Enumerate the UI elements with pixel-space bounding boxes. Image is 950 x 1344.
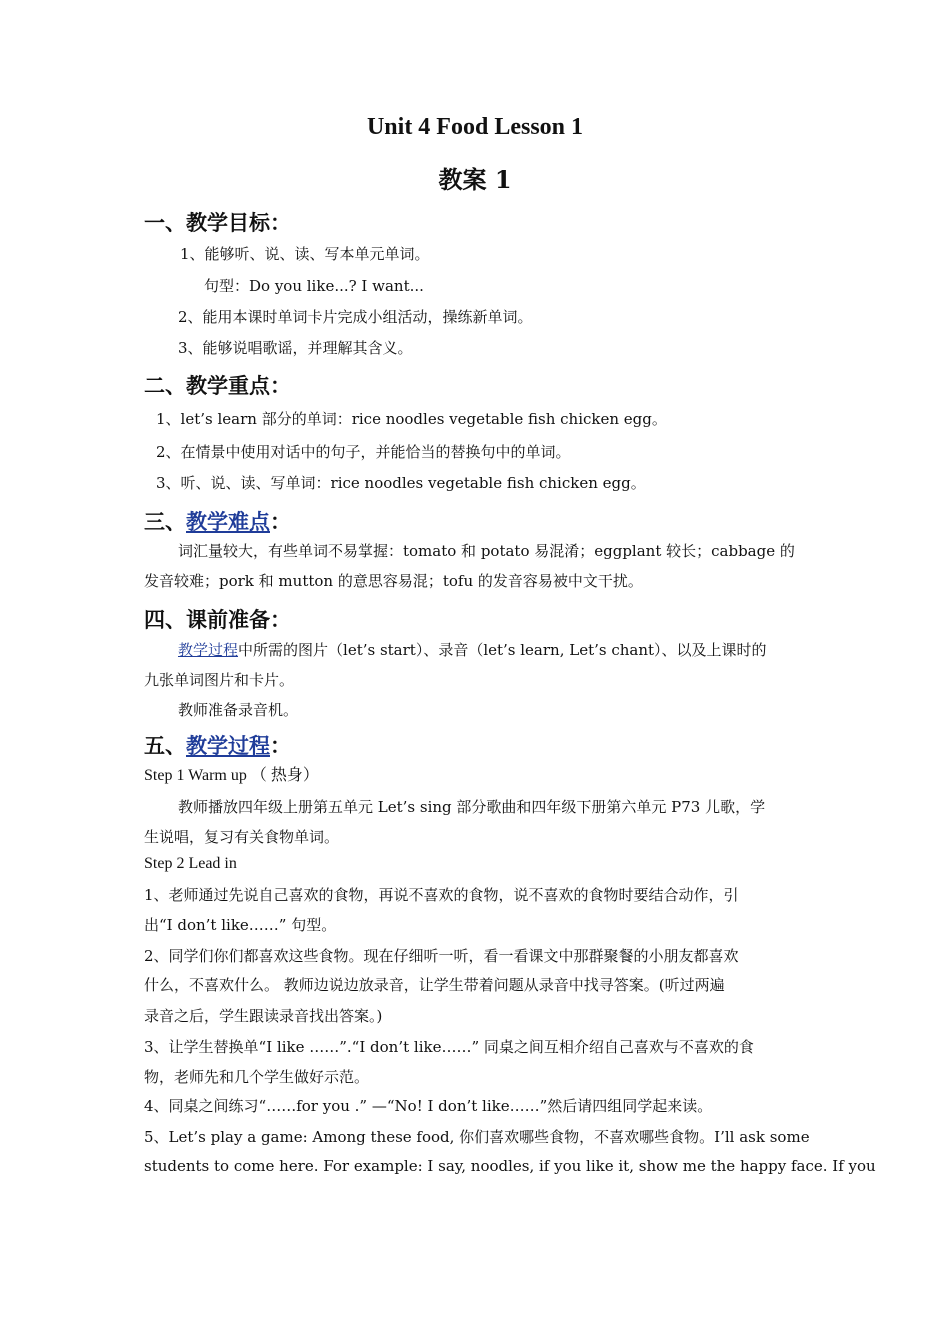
paragraph-text: 中所需的图片（let’s start）、录音（let’s learn, Let’s chant）、以及上课时的: [238, 641, 767, 659]
paragraph-line: 什么，不喜欢什么。 教师边说边放录音，让学生带着问题从录音中找寻答案。(听过两遍: [144, 976, 725, 994]
paragraph-line: 物，老师先和几个学生做好示范。: [144, 1068, 370, 1086]
paragraph-line: 录音之后，学生跟读录音找出答案。): [144, 1007, 383, 1025]
paragraph-line: 出“I don’t like……” 句型。: [144, 916, 337, 934]
key-point-item: 1、let’s learn 部分的单词：rice noodles vegetable fish chicken egg。: [156, 410, 667, 428]
paragraph-line: 词汇量较大，有些单词不易掌握：tomato 和 potato 易混淆；eggplant 较长；cabbage 的: [178, 542, 795, 560]
paragraph-line: [178, 640, 767, 660]
paragraph-line: 2、同学们你们都喜欢这些食物。现在仔细听一听，看一看课文中那群聚餐的小朋友都喜欢: [144, 947, 739, 965]
paragraph-line: 发音较难；pork 和 mutton 的意思容易混；tofu 的发音容易被中文干扰。: [144, 572, 643, 590]
difficulties-link[interactable]: 教学难点: [186, 509, 270, 534]
section-heading-difficulties: [144, 506, 291, 536]
paragraph-line: 教师准备录音机。: [178, 701, 299, 719]
process-link[interactable]: 教学过程: [186, 733, 270, 758]
heading-prefix: 五、: [144, 733, 186, 758]
paragraph-line: students to come here. For example: I say, noodles, if you like it, show me the happy face. If you: [144, 1157, 876, 1175]
key-point-item: 3、听、说、读、写单词：rice noodles vegetable fish chicken egg。: [156, 474, 646, 492]
document-title: Unit 4 Food Lesson 1: [366, 114, 584, 140]
heading-prefix: 三、: [144, 509, 186, 534]
heading-suffix: ：: [270, 733, 291, 758]
paragraph-line: 3、让学生替换单“I like ……”.“I don’t like……” 同桌之间互相介绍自己喜欢与不喜欢的食: [144, 1038, 754, 1056]
paragraph-line: 生说唱，复习有关食物单词。: [144, 828, 340, 846]
heading-suffix: ：: [270, 509, 291, 534]
paragraph-line: 5、Let’s play a game: Among these food, 你们喜欢哪些食物，不喜欢哪些食物。I’ll ask some: [144, 1128, 810, 1146]
section-heading-key-points: 二、教学重点：: [144, 373, 291, 398]
objective-item: 3、能够说唱歌谣，并理解其含义。: [178, 339, 413, 357]
paragraph-line: 教师播放四年级上册第五单元 Let’s sing 部分歌曲和四年级下册第六单元 P73 儿歌，学: [178, 798, 766, 816]
paragraph-line: 1、老师通过先说自己喜欢的食物，再说不喜欢的食物，说不喜欢的食物时要结合动作，引: [144, 886, 739, 904]
section-heading-objectives: 一、教学目标：: [144, 210, 291, 235]
section-heading-process: [144, 730, 291, 760]
objective-item: 2、能用本课时单词卡片完成小组活动，操练新单词。: [178, 308, 533, 326]
objective-item: 句型：Do you like...? I want...: [204, 277, 424, 295]
teaching-process-link[interactable]: 教学过程: [178, 641, 239, 659]
objective-item: 1、能够听、说、读、写本单元单词。: [180, 245, 430, 263]
key-point-item: 2、在情景中使用对话中的句子，并能恰当的替换句中的单词。: [156, 443, 571, 461]
step-heading: Step 2 Lead in: [144, 855, 237, 872]
document-subtitle: 教案 1: [438, 165, 512, 194]
paragraph-line: 4、同桌之间练习“……for you .” —“No! I don’t like……”然后请四组同学起来读。: [144, 1097, 713, 1115]
step-heading: Step 1 Warm up （ 热身）: [144, 767, 319, 784]
paragraph-line: 九张单词图片和卡片。: [144, 671, 295, 689]
section-heading-preparation: 四、课前准备：: [144, 607, 291, 632]
